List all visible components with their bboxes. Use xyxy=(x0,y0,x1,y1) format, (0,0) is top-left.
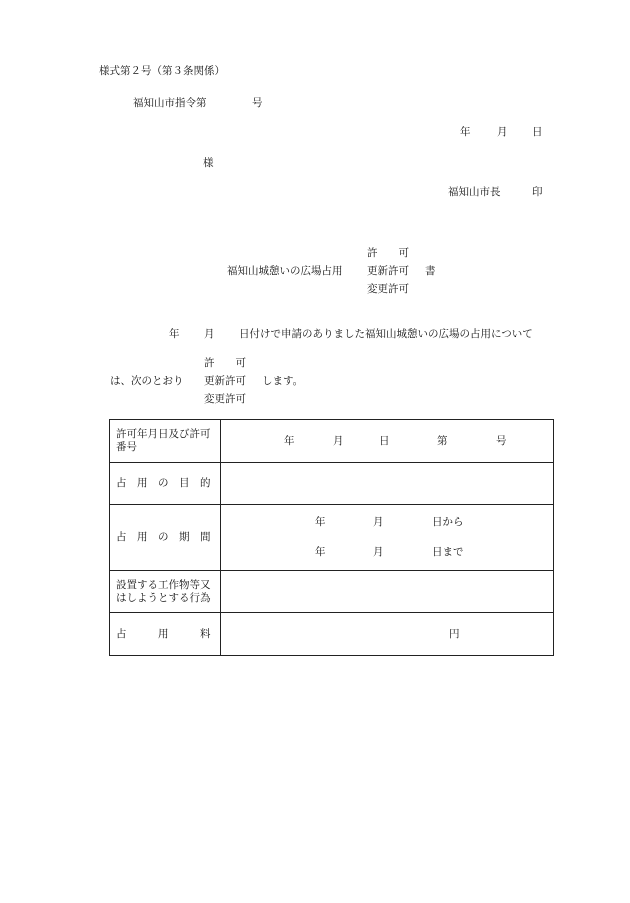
permit-dai: 第 xyxy=(437,435,448,447)
body-option-permit: 許 可 xyxy=(204,357,246,369)
cell-permit-date-number xyxy=(221,420,554,463)
body-suffix: します。 xyxy=(262,375,304,387)
addressee-suffix: 様 xyxy=(203,157,214,169)
cell-purpose xyxy=(221,463,554,505)
title-option-change: 変更許可 xyxy=(367,283,409,295)
row-permit-date-number xyxy=(110,420,554,463)
row-purpose xyxy=(110,463,554,505)
permit-month: 月 xyxy=(333,435,344,447)
period-to-year: 年 xyxy=(315,546,326,558)
body-month: 月 xyxy=(204,328,215,340)
permit-day: 日 xyxy=(379,435,390,447)
permit-year: 年 xyxy=(284,435,295,447)
label-structures: 設置する工作物等又はしようとする行為 xyxy=(110,571,221,613)
period-from-day: 日から xyxy=(432,516,464,528)
period-from-month: 月 xyxy=(373,516,384,528)
issuer-name: 福知山市長 xyxy=(448,186,501,198)
title-subject: 福知山城憩いの広場占用 xyxy=(227,265,343,277)
issuer-seal: 印 xyxy=(532,186,543,198)
cell-structures xyxy=(221,571,554,613)
label-permit-date-number: 許可年月日及び許可番号 xyxy=(110,420,221,463)
period-to-month: 月 xyxy=(373,546,384,558)
form-number: 様式第２号（第３条関係） xyxy=(99,65,225,77)
row-structures xyxy=(110,571,554,613)
permit-details-table xyxy=(109,419,554,656)
period-from-year: 年 xyxy=(315,516,326,528)
cell-fee xyxy=(221,613,554,656)
body-option-renewal: 更新許可 xyxy=(204,375,246,387)
label-purpose: 占 用 の 目 的 xyxy=(110,463,221,505)
title-option-permit: 許 可 xyxy=(367,247,409,259)
title-suffix: 書 xyxy=(425,265,436,277)
row-fee xyxy=(110,613,554,656)
permit-go: 号 xyxy=(496,435,507,447)
date-month: 月 xyxy=(497,126,508,138)
body-year: 年 xyxy=(169,328,180,340)
label-period: 占 用 の 期 間 xyxy=(110,505,221,571)
cell-period xyxy=(221,505,554,571)
doc-number-suffix: 号 xyxy=(252,97,263,109)
body-option-change: 変更許可 xyxy=(204,393,246,405)
title-option-renewal: 更新許可 xyxy=(367,265,409,277)
date-year: 年 xyxy=(460,126,471,138)
fee-yen: 円 xyxy=(449,628,460,640)
row-period xyxy=(110,505,554,571)
body-text: 日付けで申請のありました福知山城憩いの広場の占用について xyxy=(239,328,533,340)
doc-number-prefix: 福知山市指令第 xyxy=(133,97,207,109)
body-prefix: は、次のとおり xyxy=(110,375,184,387)
period-to-day: 日まで xyxy=(432,546,464,558)
label-fee: 占 用 料 xyxy=(110,613,221,656)
date-day: 日 xyxy=(532,126,543,138)
